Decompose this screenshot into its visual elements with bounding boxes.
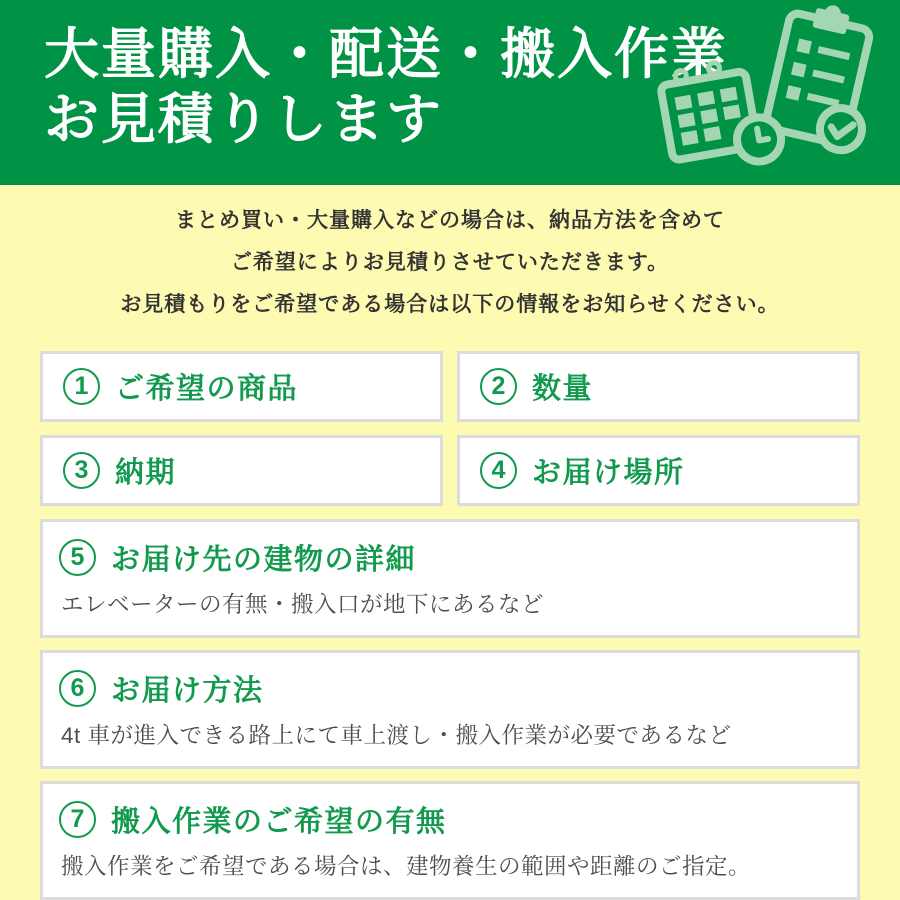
number-badge-7: 7 [59, 801, 96, 838]
number-badge-4: 4 [480, 452, 517, 489]
box-title-1: ご希望の商品 [115, 373, 299, 405]
info-box-desired-product [40, 351, 443, 422]
number-badge-1: 1 [63, 368, 100, 405]
info-box-building-details [40, 519, 860, 638]
number-badge-5: 5 [59, 539, 96, 576]
intro-line: お見積もりをご希望である場合は以下の情報をお知らせください。 [120, 293, 780, 316]
number-badge-2: 2 [480, 368, 517, 405]
box-row-2 [40, 435, 860, 506]
box-title-7: 搬入作業のご希望の有無 [111, 806, 447, 838]
box-title-5: お届け先の建物の詳細 [111, 544, 417, 576]
page-title-line1: 大量購入・配送・搬入作業 [44, 23, 729, 85]
calendar-clock-icon [649, 46, 789, 181]
intro-line: ご希望によりお見積りさせていただきます。 [230, 251, 670, 274]
box-subtitle-7: 搬入作業をご希望である場合は、建物養生の範囲や距離のご指定。 [61, 854, 752, 879]
box-title-3: 納期 [115, 457, 177, 489]
box-subtitle-5: エレベーターの有無・搬入口が地下にあるなど [61, 592, 545, 617]
intro-line: まとめ買い・大量購入などの場合は、納品方法を含めて [175, 209, 725, 232]
info-box-quantity [457, 351, 860, 422]
info-box-delivery-date [40, 435, 443, 506]
number-badge-6: 6 [59, 670, 96, 707]
box-subtitle-6: 4t 車が進入できる路上にて車上渡し・搬入作業が必要であるなど [61, 723, 732, 748]
info-box-delivery-place [457, 435, 860, 506]
box-row-1 [40, 351, 860, 422]
page-title-line2: お見積りします [44, 88, 444, 150]
number-badge-3: 3 [63, 452, 100, 489]
box-title-4: お届け場所 [532, 457, 685, 489]
header [0, 0, 900, 185]
box-title-2: 数量 [532, 373, 594, 405]
page-title [44, 22, 728, 152]
box-title-6: お届け方法 [111, 675, 264, 707]
info-box-delivery-method [40, 650, 860, 769]
info-box-list [40, 351, 860, 900]
intro-text [0, 185, 900, 326]
info-box-carry-in-work [40, 781, 860, 900]
